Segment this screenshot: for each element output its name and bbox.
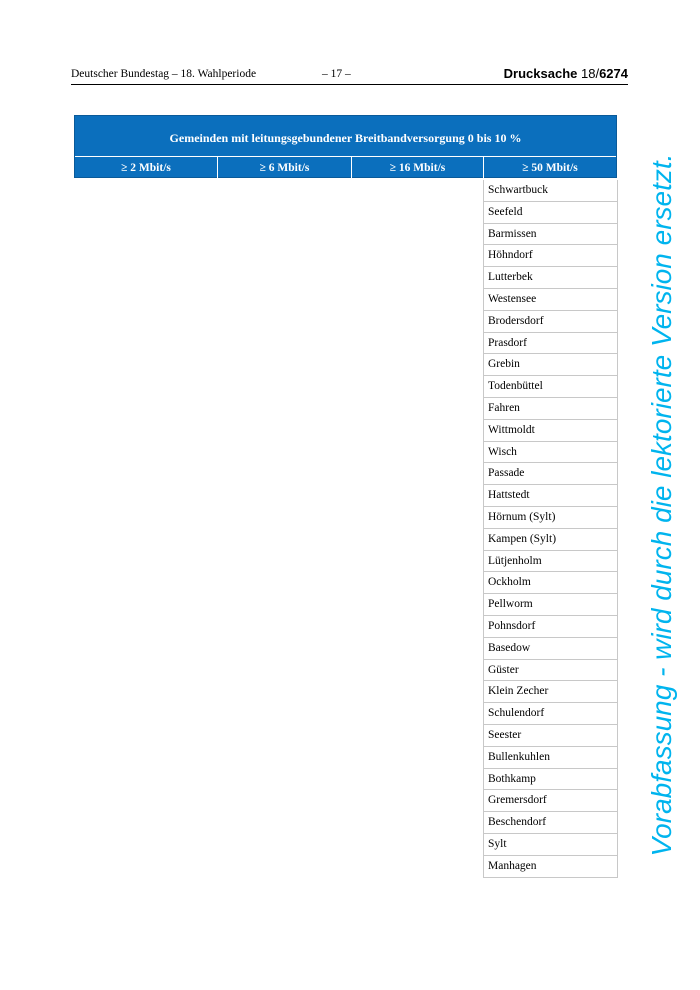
table-row: Wisch: [484, 442, 617, 464]
table-row: Prasdorf: [484, 333, 617, 355]
table-row: Westensee: [484, 289, 617, 311]
column-header-50mbit: ≥ 50 Mbit/s: [522, 162, 578, 174]
drucksache-number: 6274: [599, 66, 628, 81]
table-row: Beschendorf: [484, 812, 617, 834]
table-row: Gremersdorf: [484, 790, 617, 812]
table-row: Lütjenholm: [484, 551, 617, 573]
draft-watermark: Vorabfassung - wird durch die lektorierte Version ersetzt.: [646, 153, 677, 857]
table-row: Bothkamp: [484, 769, 617, 791]
table-row: Schwartbuck: [484, 180, 617, 202]
table-row: Grebin: [484, 354, 617, 376]
column-50mbit-list: [483, 180, 618, 878]
table-row: Todenbüttel: [484, 376, 617, 398]
table-row: Seester: [484, 725, 617, 747]
table-row: Fahren: [484, 398, 617, 420]
table-row: Klein Zecher: [484, 681, 617, 703]
table-row: Basedow: [484, 638, 617, 660]
table-row: Wittmoldt: [484, 420, 617, 442]
document-number: [504, 66, 628, 81]
column-header-2mbit: ≥ 2 Mbit/s: [75, 157, 218, 179]
table-row: Höhndorf: [484, 245, 617, 267]
column-header-6mbit: ≥ 6 Mbit/s: [218, 157, 352, 179]
table-row: Lutterbek: [484, 267, 617, 289]
column-header-16mbit: ≥ 16 Mbit/s: [352, 157, 484, 179]
table-row: Schulendorf: [484, 703, 617, 725]
page-header: [71, 66, 628, 85]
table-row: Hörnum (Sylt): [484, 507, 617, 529]
table-row: Manhagen: [484, 856, 617, 878]
table-row: Passade: [484, 463, 617, 485]
table-row: Seefeld: [484, 202, 617, 224]
table-row: Sylt: [484, 834, 617, 856]
table-row: Güster: [484, 660, 617, 682]
table-row: Ockholm: [484, 572, 617, 594]
table-row: Pellworm: [484, 594, 617, 616]
drucksache-label: Drucksache: [503, 66, 578, 81]
drucksache-prefix: 18/: [577, 66, 600, 81]
table-row: Barmissen: [484, 224, 617, 246]
table-header: [74, 115, 617, 178]
header-left: Deutscher Bundestag – 18. Wahlperiode: [71, 68, 257, 80]
table-row: Hattstedt: [484, 485, 617, 507]
table-row: Bullenkuhlen: [484, 747, 617, 769]
column-header-row: [75, 156, 616, 179]
table-row: Brodersdorf: [484, 311, 617, 333]
table-row: Kampen (Sylt): [484, 529, 617, 551]
page-number: – 17 –: [322, 68, 351, 80]
table-row: Pohnsdorf: [484, 616, 617, 638]
table-title: Gemeinden mit leitungsgebundener Breitbandversorgung 0 bis 10 %: [169, 131, 522, 145]
